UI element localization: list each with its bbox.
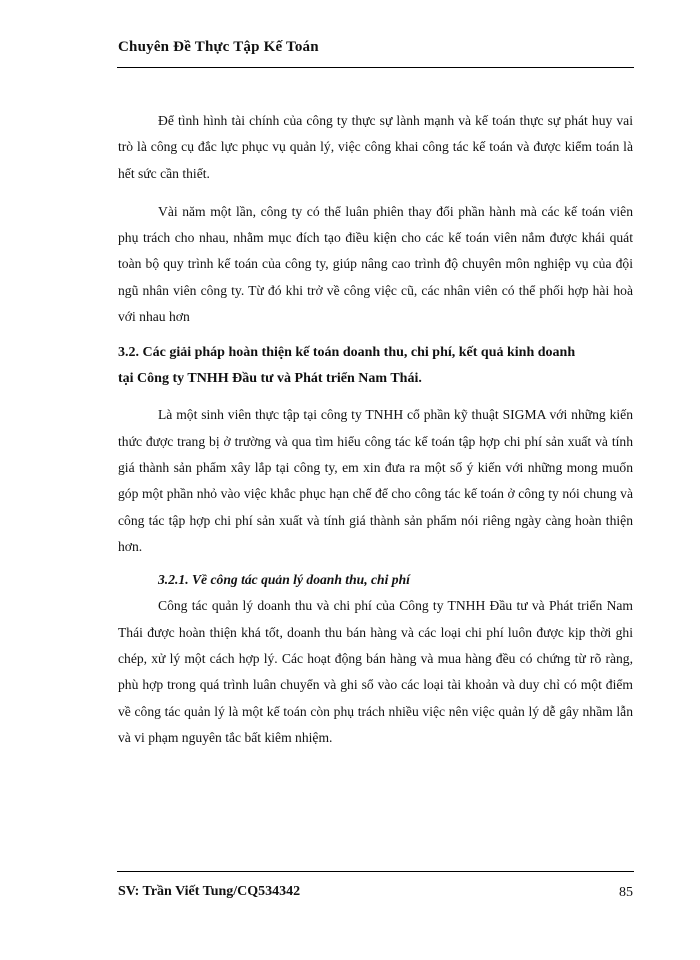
paragraph-4: Công tác quản lý doanh thu và chi phí của Công ty TNHH Đầu tư và Phát triển Nam Thái được hoàn thiện khá tốt, doanh thu bán hàng và các loại chi phí luôn được kịp thời ghi chép, xử lý một cách hợp lý. Các hoạt động bán hàng và mua hàng đều có chứng từ rõ ràng, phù hợp trong quá trình luân chuyển và ghi sổ vào các loại tài khoản và duy chỉ có một điểm về công tác quản lý là một kế toán còn phụ trách nhiều việc nên việc quản lý dễ gây nhầm lẫn và vi phạm nguyên tắc bất kiêm nhiệm. [118, 598, 633, 745]
section-heading-line-2: tại Công ty TNHH Đầu tư và Phát triển Nam Thái. [118, 371, 422, 387]
paragraph-1: Để tình hình tài chính của công ty thực sự lành mạnh và kế toán thực sự phát huy vai trò là công cụ đắc lực phục vụ quản lý, việc công khai công tác kế toán và được kiểm toán là hết sức cần thiết. [118, 113, 633, 181]
page-number: 85 [619, 885, 633, 900]
paragraph-3: Là một sinh viên thực tập tại công ty TNHH cổ phần kỹ thuật SIGMA với những kiến thức được trang bị ở trường và qua tìm hiểu công tác kế toán tập hợp chi phí sản xuất và tính giá thành sản phẩm xây lắp tại công ty, em xin đưa ra một số ý kiến với những mong muốn góp một phần nhỏ vào việc khắc phục hạn chế để cho công tác kế toán ở công ty nói chung và công tác tập hợp chi phí sản xuất và tính giá thành sản phẩm nói riêng ngày càng hoàn thiện hơn. [118, 407, 633, 554]
section-heading-line-1: 3.2. Các giải pháp hoàn thiện kế toán doanh thu, chi phí, kết quả kinh doanh [118, 345, 576, 361]
footer-author: SV: Trần Viết Tung/CQ534342 [118, 884, 301, 899]
section-heading [118, 340, 633, 392]
document-body [118, 108, 633, 751]
subsection-heading: 3.2.1. Về công tác quản lý doanh thu, chi phí [158, 572, 410, 588]
paragraph-2: Vài năm một lần, công ty có thể luân phiên thay đổi phần hành mà các kế toán viên phụ trách cho nhau, nhằm mục đích tạo điều kiện cho các kế toán viên nắm được khái quát toàn bộ quy trình kế toán của công ty, giúp nâng cao trình độ chuyên môn nghiệp vụ của đội ngũ nhân viên công ty. Từ đó khi trở về công việc cũ, các nhân viên có thể phối hợp hài hoà với nhau hơn [118, 203, 633, 325]
page-header-title: Chuyên Đề Thực Tập Kế Toán [118, 39, 319, 55]
header-divider [117, 67, 634, 68]
footer-divider [117, 871, 634, 872]
